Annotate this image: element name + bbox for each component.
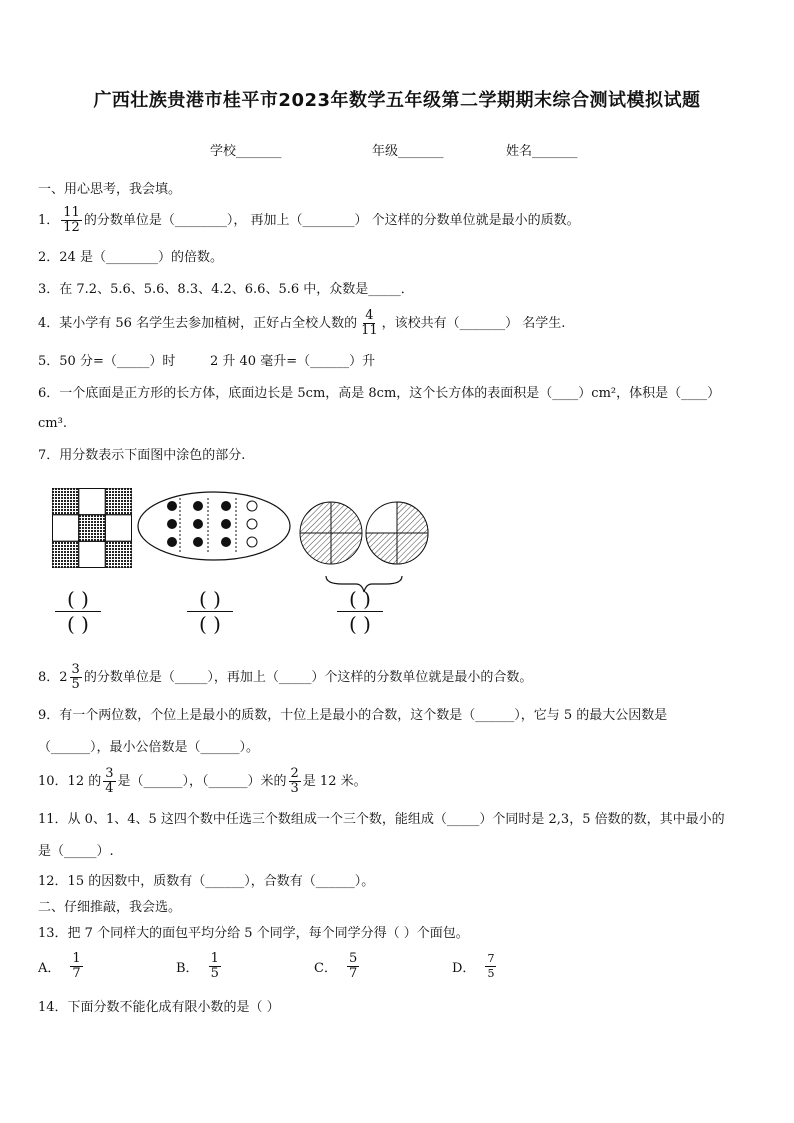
fraction: $\frac{2}{3}$ — [290, 766, 299, 796]
question-6-line2: cm³. — [38, 416, 67, 431]
question-11-line2: 是（_____）. — [38, 844, 114, 859]
fraction: $\frac{3}{5}$ — [71, 662, 80, 692]
question-10 — [38, 764, 367, 800]
fraction: $\frac{11}{12}$ — [63, 205, 80, 235]
fraction: $\frac{5}{7}$ — [348, 951, 358, 981]
name-field: 姓名_______ — [506, 144, 578, 159]
question-13: 13．把 7 个同样大的面包平均分给 5 个同学，每个同学分得（ ）个面包。 — [38, 926, 469, 941]
section-choose-heading: 二、仔细推敲，我会选。 — [38, 900, 182, 915]
question-9-line1: 9．有一个两位数，个位上是最小的质数，十位上是最小的合数，这个数是（______），它与 5 的最大公因数是 — [38, 708, 668, 723]
question-1 — [38, 204, 580, 238]
answer-fraction-3: ( ) ( ) — [336, 588, 384, 635]
fraction: $\frac{1}{7}$ — [72, 951, 81, 981]
question-text: 的分数单位是（_____），再加上（_____）个这样的分数单位就是最小的合数。 — [83, 670, 533, 685]
question-text: 的分数单位是（________）， 再加上（________） 个这样的分数单位就是最小的质数。 — [83, 213, 580, 228]
question-5a: 5．50 分=（_____）时 — [38, 354, 176, 369]
question-text: 是（______），（______）米的 — [117, 774, 287, 789]
answer-fraction-2: ( ) ( ) — [186, 588, 234, 635]
question-3: 3．在 7.2、5.6、5.6、8.3、4.2、6.6、5.6 中，众数是_____． — [38, 282, 414, 297]
option-b[interactable]: B． $\frac{1}{5}$ — [176, 951, 219, 981]
question-11-line1: 11．从 0、1、4、5 这四个数中任选三个数组成一个三个数，能组成（_____）个同时是 2,3，5 倍数的数，其中最小的 — [38, 812, 725, 827]
grade-field: 年级_______ — [372, 144, 444, 159]
option-a[interactable]: A． $\frac{1}{7}$ — [38, 951, 81, 981]
question-8 — [38, 660, 532, 696]
question-2: 2．24 是（________）的倍数。 — [38, 250, 223, 265]
fraction: $\frac{7}{5}$ — [487, 952, 495, 980]
fraction: $\frac{3}{4}$ — [105, 766, 114, 796]
question-9-line2: （______），最小公倍数是（______）。 — [38, 740, 260, 755]
option-c[interactable]: C． $\frac{5}{7}$ — [314, 951, 358, 981]
shaded-grid-figure — [52, 488, 132, 568]
question-text: ，该校共有（_______） 名学生. — [381, 316, 566, 331]
fraction: $\frac{1}{5}$ — [210, 951, 219, 981]
section-fill-heading: 一、用心思考，我会填。 — [38, 182, 182, 197]
question-number: 1． — [38, 213, 60, 228]
school-field: 学校_______ — [210, 144, 282, 159]
question-text: 4．某小学有 56 名学生去参加植树，正好占全校人数的 — [38, 316, 358, 331]
option-d[interactable]: D． $\frac{7}{5}$ — [452, 952, 495, 980]
fraction: $\frac{4}{11}$ — [361, 308, 378, 338]
question-4 — [38, 306, 565, 342]
question-12: 12．15 的因数中，质数有（______），合数有（______）。 — [38, 874, 375, 889]
page-title: 广西壮族贵港市桂平市2023年数学五年级第二学期期末综合测试模拟试题 — [93, 90, 701, 111]
question-text: 10．12 的 — [38, 774, 102, 789]
question-text: 是 12 米。 — [302, 774, 367, 789]
question-14: 14．下面分数不能化成有限小数的是（ ） — [38, 1000, 280, 1015]
question-7: 7．用分数表示下面图中涂色的部分. — [38, 448, 246, 463]
question-6-line1: 6．一个底面是正方形的长方体，底面边长是 5cm，高是 8cm，这个长方体的表面积是（____）cm²，体积是（____） — [38, 386, 721, 401]
question-5b: 2 升 40 毫升=（______）升 — [210, 354, 376, 369]
answer-fraction-1: ( ) ( ) — [54, 588, 102, 635]
two-circles-figure — [298, 500, 438, 600]
dots-ellipse-figure — [136, 490, 296, 570]
question-text: 8．2 — [38, 670, 68, 685]
